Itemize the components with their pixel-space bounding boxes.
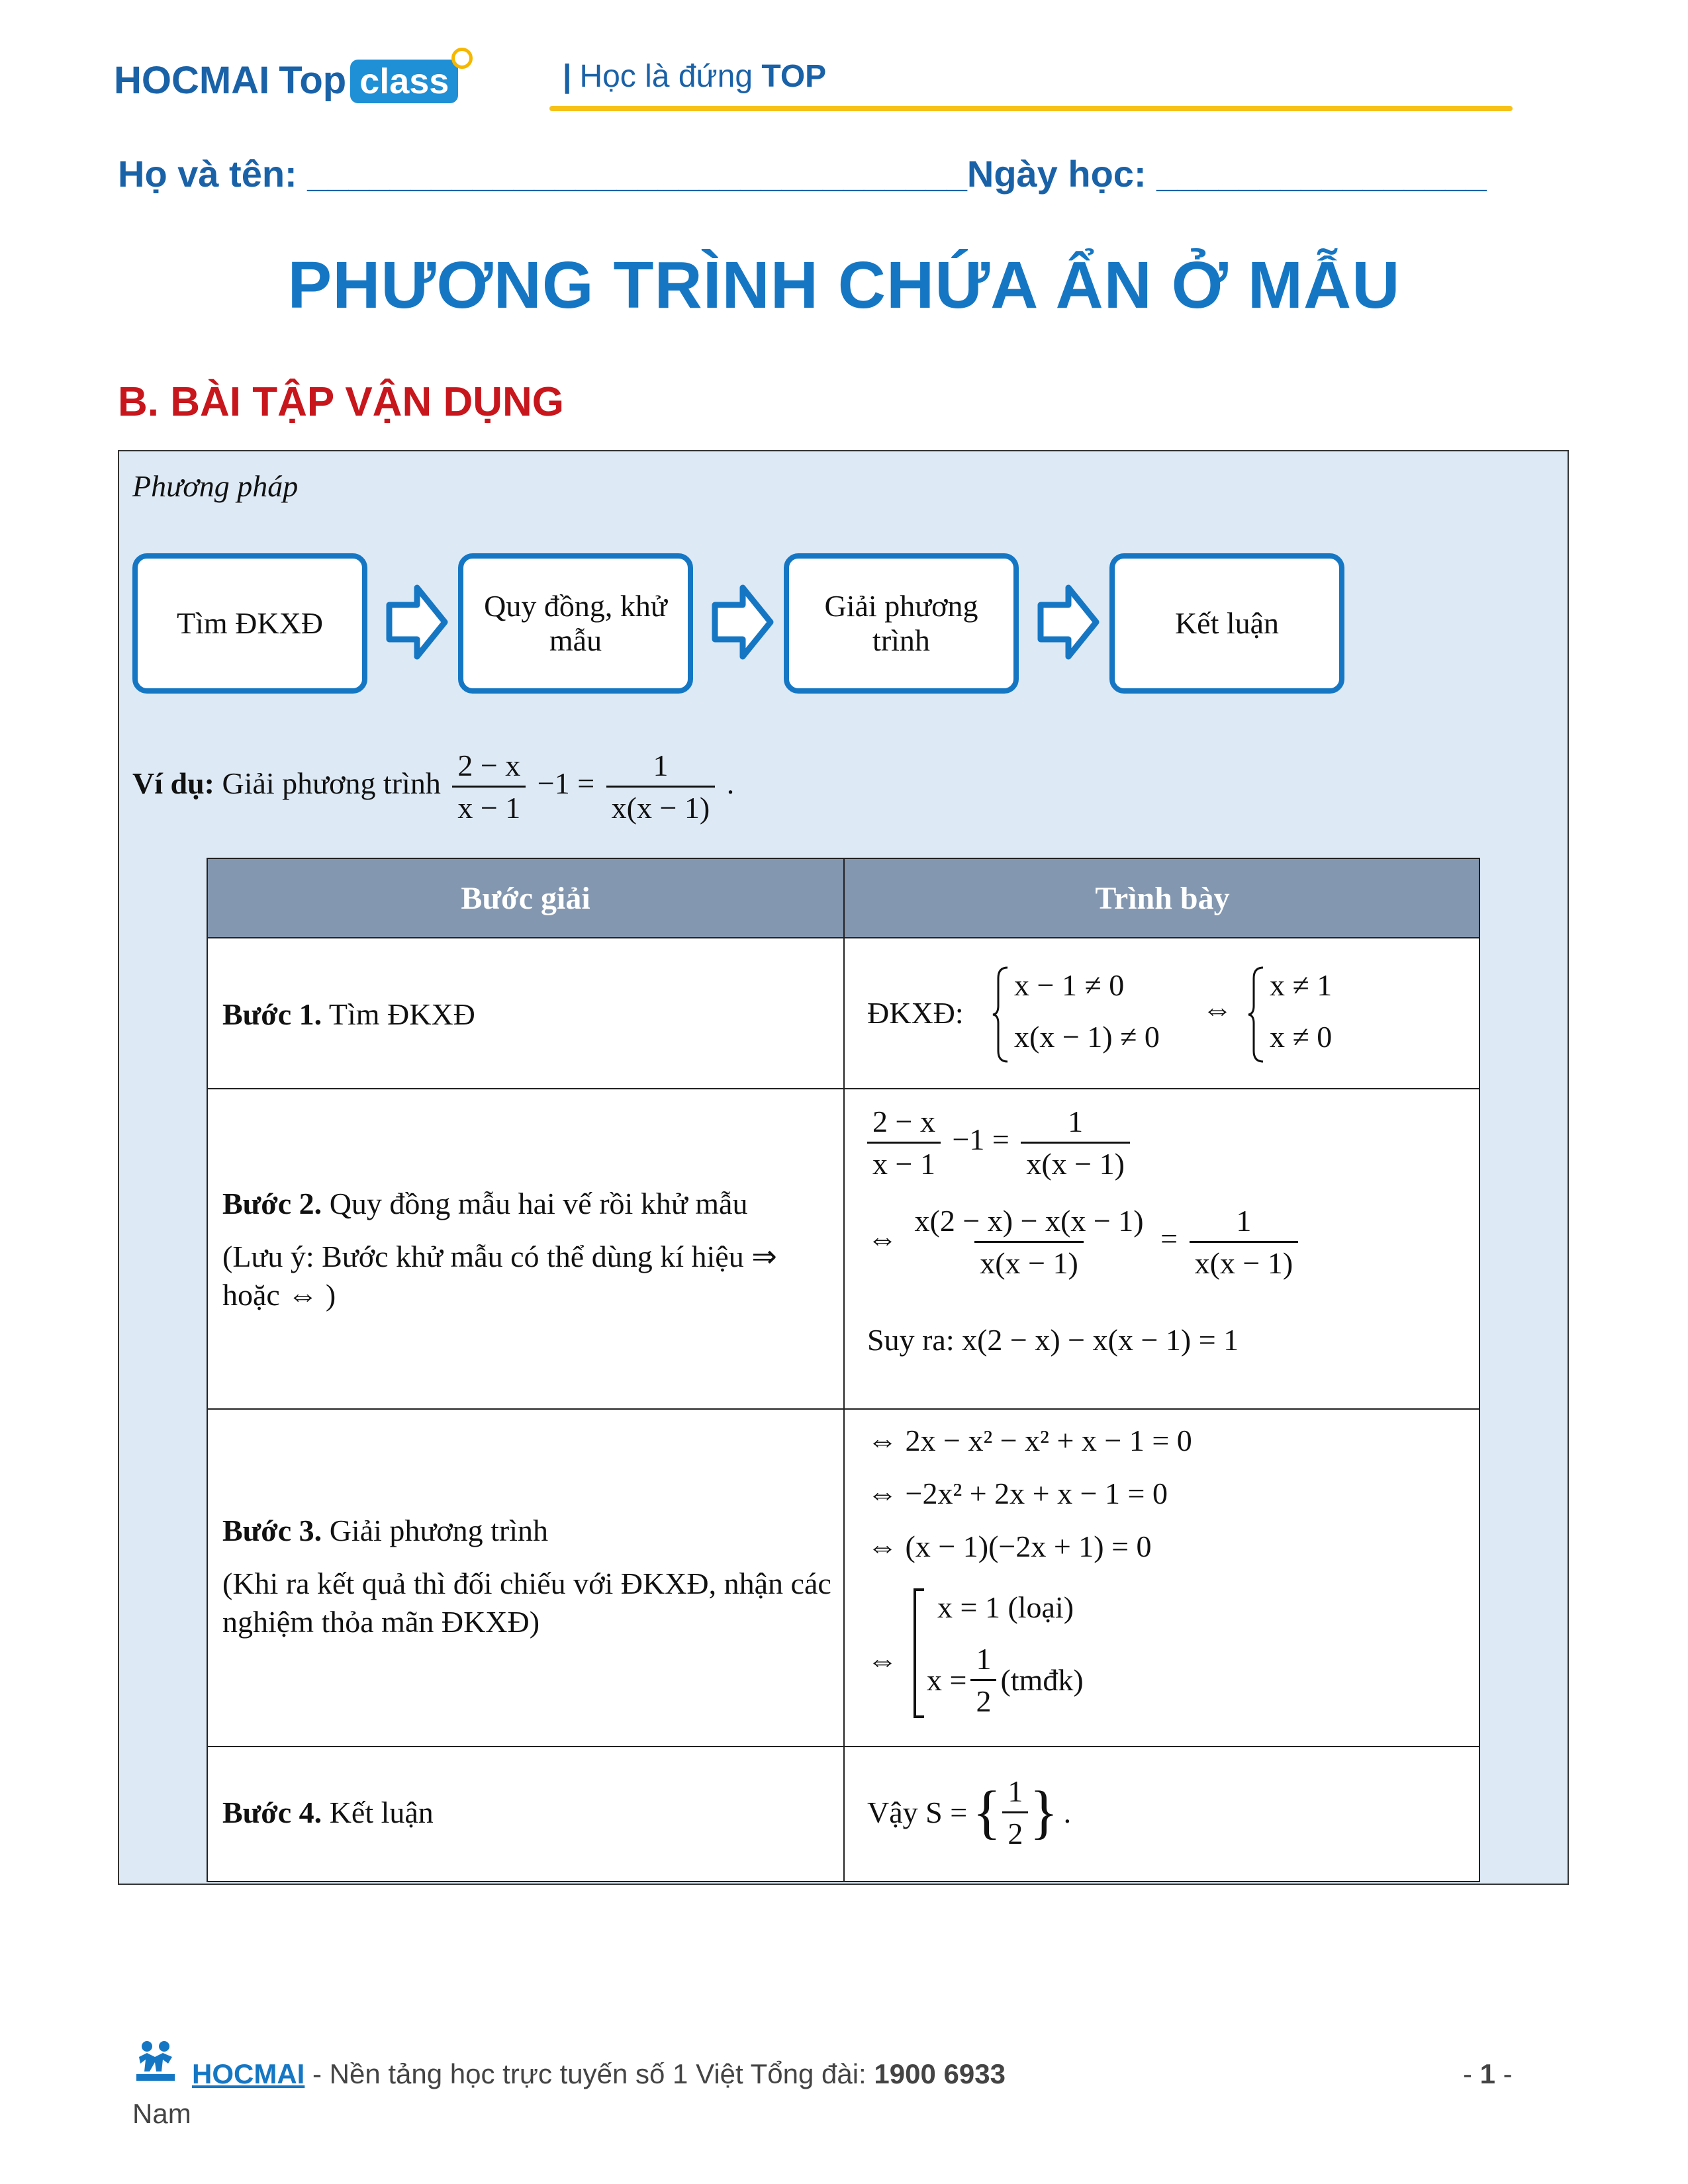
eq2-lhs-fraction <box>910 1203 1149 1281</box>
table-row-3-present <box>858 1423 1467 1734</box>
logo-class: class <box>359 62 449 101</box>
page-title: PHƯƠNG TRÌNH CHỨA ẨN Ở MẪU <box>287 248 1401 322</box>
flow-step-2-line2: mẫu <box>549 623 602 657</box>
eq1-lhs-num: 2 − x <box>872 1105 935 1138</box>
solution-table <box>207 858 1480 1882</box>
example-label: Ví dụ: <box>132 766 214 801</box>
example-minus-one: −1 = <box>537 766 595 801</box>
row2-step-text: Quy đồng mẫu hai vế rồi khử mẫu <box>329 1187 748 1220</box>
table-header-step: Bước giải <box>461 880 590 916</box>
flow-step-3-line1: Giải phương <box>824 589 978 623</box>
page-prefix: - <box>1463 2058 1480 2089</box>
method-label: Phương pháp <box>132 469 299 503</box>
table-header-present: Trình bày <box>1095 880 1230 916</box>
flow-step-3 <box>784 553 1019 694</box>
example-rhs-fraction <box>606 748 716 825</box>
case-pre: ⇔ <box>867 1643 898 1677</box>
eq1-rhs-num: 1 <box>1068 1105 1084 1138</box>
flow-arrow-2-icon <box>710 582 776 662</box>
flow-step-2-line1: Quy đồng, khử <box>484 589 667 623</box>
page-number <box>1463 2058 1513 2090</box>
table-row-divider <box>208 1408 1479 1410</box>
example-line <box>132 748 734 825</box>
answer-fraction <box>1002 1774 1028 1851</box>
row3-step-text: Giải phương trình <box>329 1514 549 1547</box>
row3-note: (Khi ra kết quả thì đối chiếu với ĐKXĐ, nhận các nghiệm thỏa mãn ĐKXĐ) <box>222 1567 831 1639</box>
hocmai-topclass-logo <box>114 58 458 103</box>
table-row-divider <box>208 1746 1479 1747</box>
dkxd-label: ĐKXĐ: <box>867 996 964 1030</box>
example-rhs-den: x(x − 1) <box>606 786 716 825</box>
set-close-brace-icon: } <box>1029 1779 1058 1845</box>
row4-step-text: Kết luận <box>329 1796 434 1829</box>
case2-num: 1 <box>976 1642 992 1676</box>
row3-line1: ⇔ 2x − x² − x² + x − 1 = 0 <box>867 1424 1192 1457</box>
row2-eq1 <box>867 1104 1134 1181</box>
case2-den: 2 <box>970 1679 996 1719</box>
set-open-brace-icon: { <box>972 1779 1002 1845</box>
eq1-rhs-den: x(x − 1) <box>1021 1142 1130 1181</box>
example-lhs-den: x − 1 <box>452 786 526 825</box>
name-field: Họ và tên: ________________________________ <box>118 153 967 195</box>
brace-icon <box>1246 965 1266 1064</box>
answer-post: . <box>1063 1795 1072 1829</box>
sys2-line2: x ≠ 0 <box>1270 1020 1333 1054</box>
logo-main: HOCMAI <box>114 59 270 102</box>
student-info-line <box>118 152 1486 195</box>
equiv-symbol: ⇔ <box>1202 992 1233 1026</box>
case2-pre: x = <box>927 1663 967 1697</box>
answer-pre: Vậy S = <box>867 1795 968 1829</box>
case2-post: (tmđk) <box>1000 1663 1084 1697</box>
eq1-rhs-fraction <box>1021 1104 1130 1181</box>
eq2-rhs-den: x(x − 1) <box>1190 1241 1299 1281</box>
eq2-pre: ⇔ <box>867 1222 898 1256</box>
table-row-4-step <box>222 1794 831 1832</box>
sys1-line1: x − 1 ≠ 0 <box>1014 968 1125 1002</box>
table-row-1-present <box>858 958 1467 1071</box>
row3-line2: ⇔ −2x² + 2x + x − 1 = 0 <box>867 1477 1168 1510</box>
answer-den: 2 <box>1002 1811 1028 1851</box>
eq1-mid: −1 = <box>952 1122 1009 1157</box>
footer-phone: 1900 6933 <box>874 2058 1006 2089</box>
row2-step-bold: Bước 2. <box>222 1187 322 1220</box>
logo-class-badge <box>350 60 458 103</box>
flow-step-1 <box>132 553 367 694</box>
row1-step-bold: Bước 1. <box>222 997 322 1031</box>
footer-brand-link[interactable]: HOCMAI <box>192 2058 305 2089</box>
bracket-icon <box>911 1587 927 1719</box>
row1-step-text: Tìm ĐKXĐ <box>328 997 475 1031</box>
case1: x = 1 (loại) <box>937 1590 1074 1624</box>
flow-step-1-line1: Tìm ĐKXĐ <box>176 606 324 640</box>
table-row-2-present <box>858 1104 1467 1395</box>
date-field: Ngày học: ________________ <box>966 153 1487 195</box>
table-row-divider <box>208 1088 1479 1089</box>
row2-eq2 <box>867 1203 1302 1281</box>
sys1-line2: x(x − 1) ≠ 0 <box>1014 1020 1160 1054</box>
footer-desc: - Nền tảng học trực tuyến số 1 Việt Tổng đài: <box>305 2058 874 2089</box>
example-rhs-num: 1 <box>653 749 669 782</box>
eq2-rhs-num: 1 <box>1236 1204 1252 1238</box>
page-value: 1 <box>1479 2058 1496 2089</box>
flow-arrow-3-icon <box>1035 582 1102 662</box>
case2 <box>927 1641 1084 1719</box>
case2-fraction <box>970 1641 996 1719</box>
table-row-3-step <box>222 1512 831 1641</box>
row2-note: (Lưu ý: Bước khử mẫu có thể dùng kí hiệu ⇒ hoặc ⇔ ) <box>222 1240 777 1312</box>
row3-line3: ⇔ (x − 1)(−2x + 1) = 0 <box>867 1529 1152 1563</box>
slogan <box>563 58 826 95</box>
eq1-lhs-fraction <box>867 1104 941 1181</box>
flow-step-4 <box>1109 553 1344 694</box>
slogan-prefix: Học là đứng <box>579 59 753 94</box>
answer <box>867 1766 1071 1858</box>
section-heading: B. BÀI TẬP VẬN DỤNG <box>118 379 565 425</box>
row3-step-bold: Bước 3. <box>222 1514 322 1547</box>
flow-step-2 <box>458 553 693 694</box>
eq2-rhs-fraction <box>1190 1203 1299 1281</box>
eq2-lhs-den: x(x − 1) <box>974 1241 1084 1281</box>
slogan-bold: TOP <box>761 59 827 94</box>
table-column-divider <box>843 859 845 1881</box>
sys2-line1: x ≠ 1 <box>1270 968 1333 1002</box>
eq2-mid: = <box>1160 1222 1178 1256</box>
eq1-lhs-den: x − 1 <box>867 1142 941 1181</box>
table-row-1-step <box>222 995 831 1034</box>
footer-tail: Nam <box>132 2098 191 2129</box>
eq2-lhs-num: x(2 − x) − x(x − 1) <box>914 1204 1144 1238</box>
spark-icon <box>451 48 473 69</box>
row2-eq3: Suy ra: x(2 − x) − x(x − 1) = 1 <box>867 1323 1239 1357</box>
row4-step-bold: Bước 4. <box>222 1796 322 1829</box>
flow-step-4-line1: Kết luận <box>1174 606 1280 640</box>
flow-arrow-1-icon <box>384 582 450 662</box>
answer-num: 1 <box>1008 1774 1023 1808</box>
flow-step-3-line2: trình <box>872 623 930 657</box>
example-end: . <box>726 766 735 801</box>
example-lhs-num: 2 − x <box>457 749 521 782</box>
table-row-2-step <box>222 1185 831 1314</box>
hocmai-footer-logo-icon <box>132 2037 179 2083</box>
table-row-4-present <box>858 1766 1467 1865</box>
brace-icon <box>990 965 1010 1064</box>
header-underline <box>549 106 1513 111</box>
logo-top: Top <box>279 59 347 102</box>
example-lhs-fraction <box>452 748 526 825</box>
table-row-divider <box>208 937 1479 938</box>
footer-text <box>192 2058 1006 2090</box>
slogan-divider: | <box>563 59 572 94</box>
page-suffix: - <box>1495 2058 1513 2089</box>
example-text: Giải phương trình <box>222 766 441 801</box>
